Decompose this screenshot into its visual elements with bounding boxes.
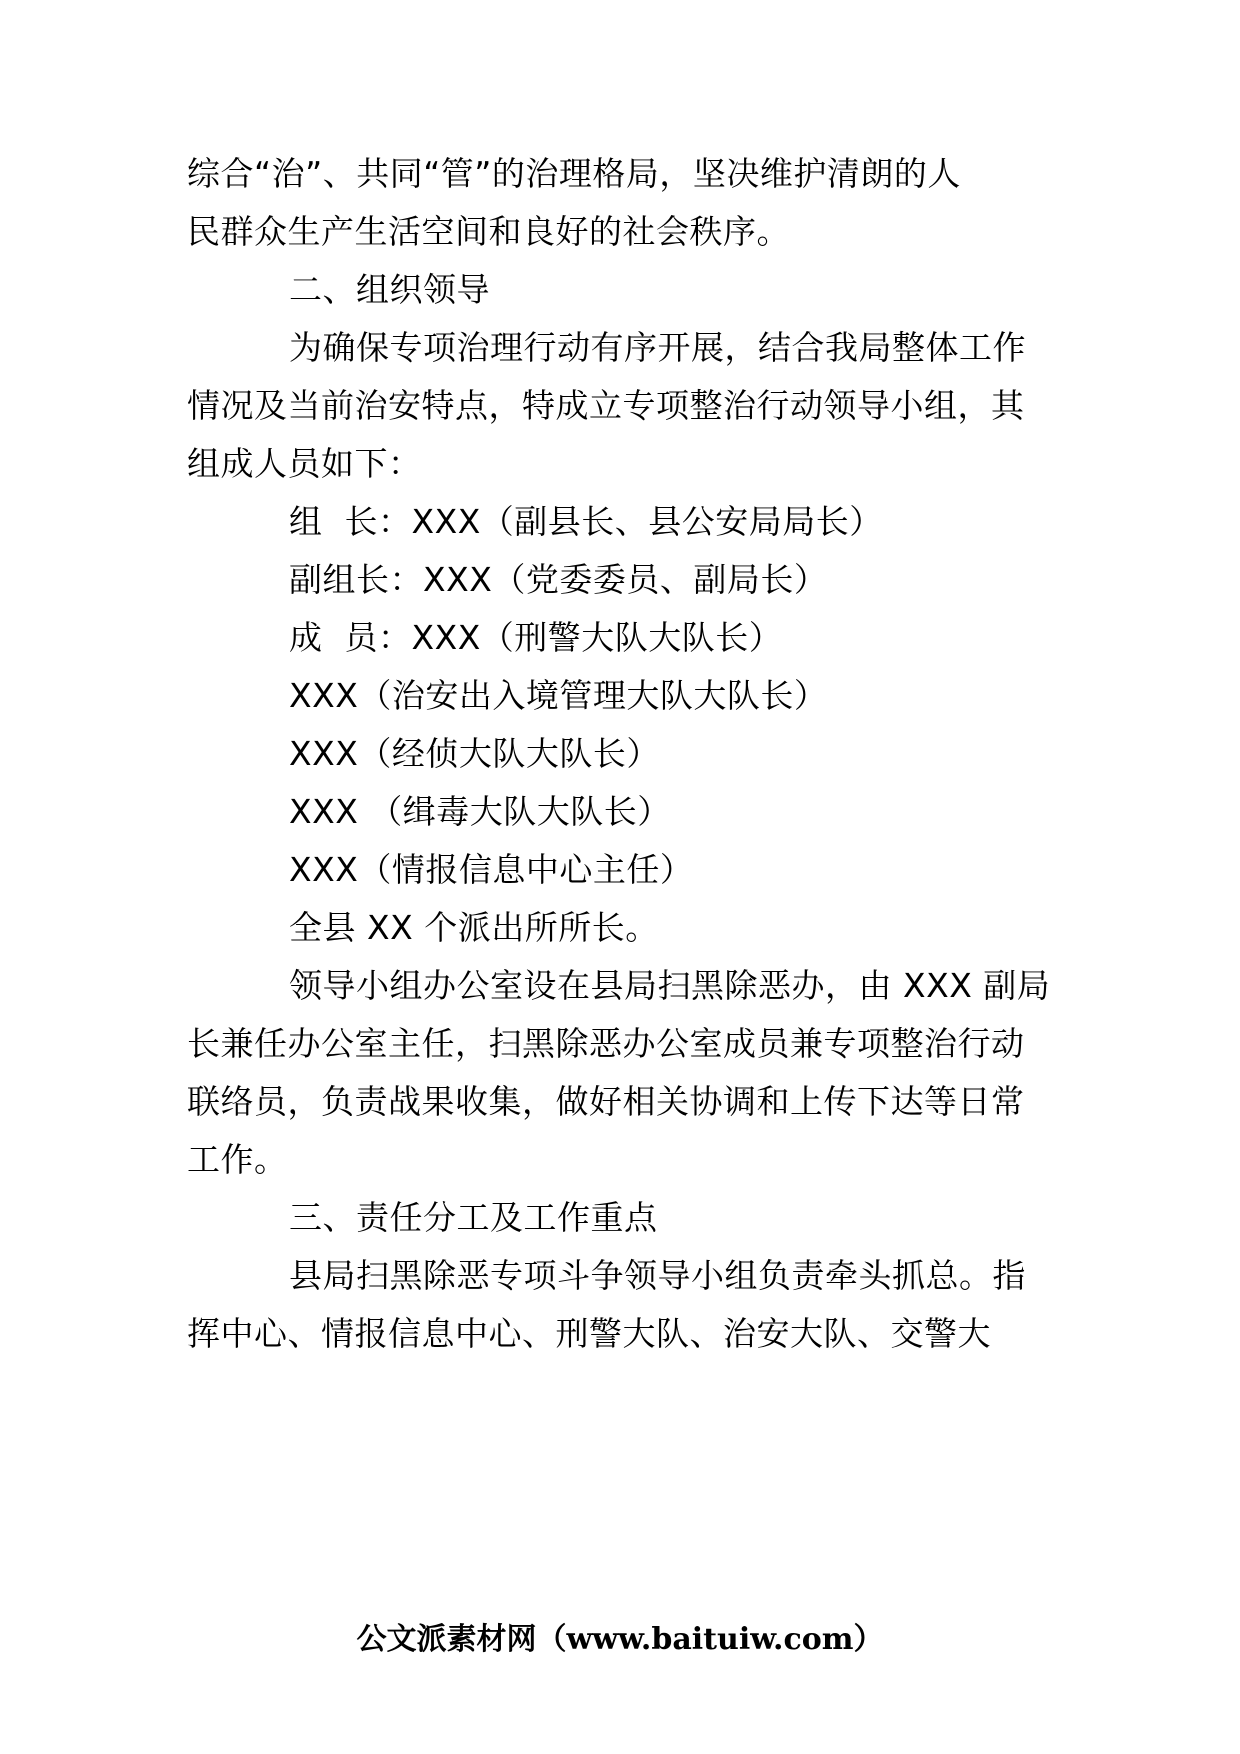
body-line: 挥中心、情报信息中心、刑警大队、治安大队、交警大 xyxy=(187,1314,991,1353)
member-line: 副组长：XXX（党委委员、副局长） xyxy=(289,560,828,599)
body-line: 领导小组办公室设在县局扫黑除恶办，由 XXX 副局 xyxy=(289,966,1051,1005)
body-line: 为确保专项治理行动有序开展，结合我局整体工作 xyxy=(289,328,1026,367)
member-line: XXX （缉毒大队大队长） xyxy=(289,792,671,831)
member-line: XXX（经侦大队大队长） xyxy=(289,734,660,773)
member-line: 成 员：XXX（刑警大队大队长） xyxy=(289,618,783,657)
section-heading: 二、组织领导 xyxy=(289,270,490,309)
member-line: XXX（情报信息中心主任） xyxy=(289,850,694,889)
body-line: 长兼任办公室主任，扫黑除恶办公室成员兼专项整治行动 xyxy=(187,1024,1025,1063)
body-line: 联络员，负责战果收集，做好相关协调和上传下达等日常 xyxy=(187,1082,1025,1121)
section-heading: 三、责任分工及工作重点 xyxy=(289,1198,658,1237)
body-line: 工作。 xyxy=(187,1140,288,1179)
body-line: 民群众生产生活空间和良好的社会秩序。 xyxy=(187,212,790,251)
body-line: 县局扫黑除恶专项斗争领导小组负责牵头抓总。指 xyxy=(289,1256,1026,1295)
member-line: 全县 XX 个派出所所长。 xyxy=(289,908,659,947)
body-line: 情况及当前治安特点，特成立专项整治行动领导小组，其 xyxy=(187,386,1025,425)
body-line: 组成人员如下： xyxy=(187,444,422,483)
body-line: 综合“治”、共同“管”的治理格局，坚决维护清朗的人 xyxy=(187,154,961,193)
member-line: XXX（治安出入境管理大队大队长） xyxy=(289,676,828,715)
member-line: 组 长：XXX（副县长、县公安局局长） xyxy=(289,502,883,541)
footer-source: 公文派素材网（www.baituiw.com） xyxy=(356,1622,884,1657)
